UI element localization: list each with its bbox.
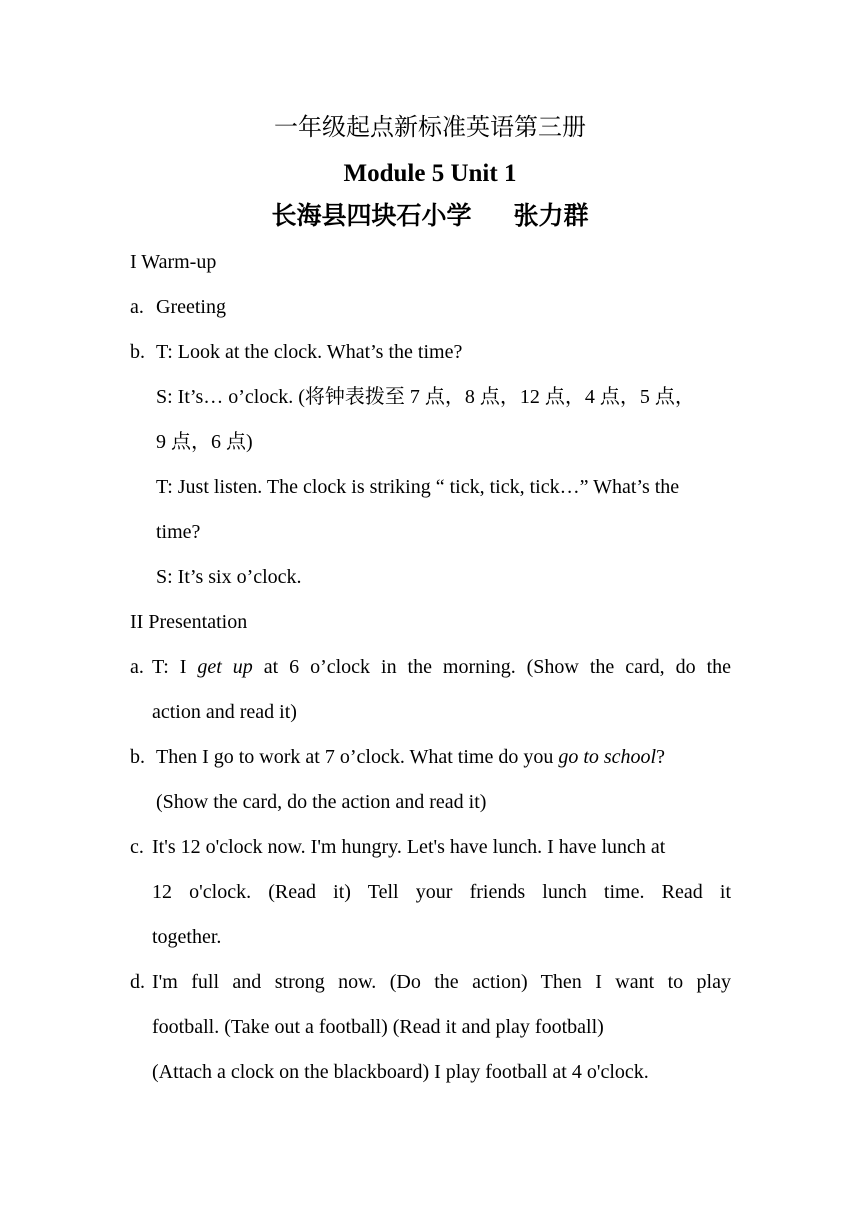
item-text: I'm full and strong now. (Do the action) Then I want to play	[152, 971, 731, 993]
item-text: It's 12 o'clock now. I'm hungry. Let's have lunch. I have lunch at	[152, 836, 666, 858]
item-continuation: (Show the card, do the action and read it)	[156, 791, 487, 813]
item-continuation: action and read it)	[152, 701, 297, 723]
warmup-heading: I Warm-up	[130, 251, 217, 273]
item-text: Then I go to work at 7 o’clock. What time do you	[156, 746, 559, 768]
item-label: d.	[130, 971, 145, 993]
dialogue-line: S: It’s six o’clock.	[156, 566, 302, 588]
dialogue-line: T: Just listen. The clock is striking “ tick, tick, tick…” What’s the	[156, 476, 680, 498]
author-school: 长海县四块石小学	[271, 203, 472, 230]
item-label: c.	[130, 836, 144, 858]
item-text: ?	[656, 746, 665, 768]
presentation-item-a	[130, 645, 731, 690]
item-continuation: together.	[152, 926, 222, 948]
item-label: b.	[130, 341, 145, 363]
warmup-item-b	[130, 330, 731, 375]
dialogue-line: 9 点，6 点)	[156, 431, 253, 453]
document-subtitle: Module 5 Unit 1	[343, 160, 517, 187]
document-title: 一年级起点新标准英语第三册	[274, 115, 586, 141]
presentation-heading: II Presentation	[130, 611, 248, 633]
item-text: T: Look at the clock. What’s the time?	[156, 341, 463, 363]
item-text: T: I	[152, 656, 198, 678]
item-label: a.	[130, 656, 144, 678]
item-continuation: football. (Take out a football) (Read it and play football)	[152, 1016, 604, 1038]
item-label: a.	[130, 296, 144, 318]
presentation-item-c	[130, 825, 731, 870]
item-continuation: 12 o'clock. (Read it) Tell your friends lunch time. Read it	[152, 881, 731, 903]
lesson-body	[130, 240, 731, 1095]
item-text: Greeting	[156, 296, 226, 318]
item-text: at 6 o’clock in the morning. (Show the card, do the	[252, 656, 731, 678]
dialogue-line: time?	[156, 521, 201, 543]
dialogue-line: S: It’s… o’clock. (将钟表拨至 7 点，8 点，12 点，4 点，5 点，	[156, 386, 695, 408]
presentation-item-b	[130, 735, 731, 780]
key-phrase: go to school	[558, 746, 657, 768]
warmup-item-a	[130, 285, 731, 330]
author-name: 张力群	[513, 203, 589, 230]
item-continuation: (Attach a clock on the blackboard) I play football at 4 o'clock.	[152, 1061, 649, 1083]
key-phrase: get up	[197, 656, 253, 678]
presentation-item-d	[130, 960, 731, 1005]
author-line	[0, 199, 860, 235]
item-label: b.	[130, 746, 145, 768]
